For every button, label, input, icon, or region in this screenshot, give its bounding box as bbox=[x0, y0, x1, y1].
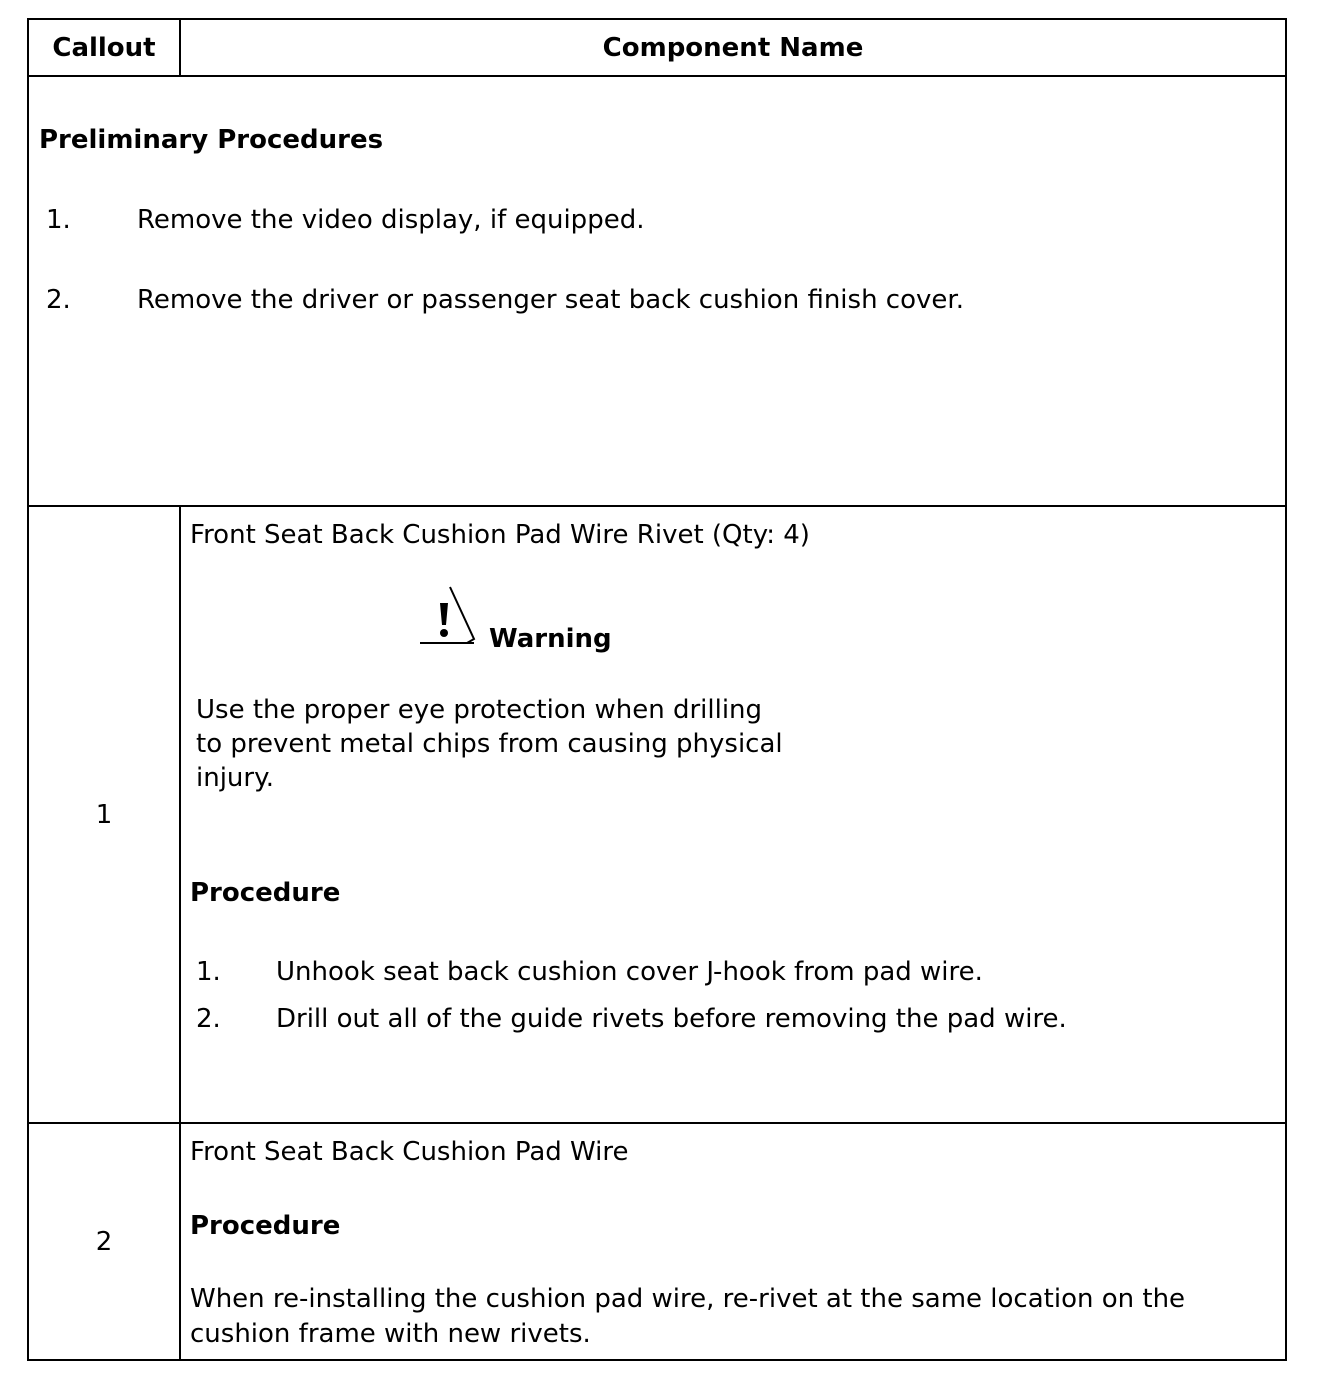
preliminary-row-divider bbox=[29, 505, 1285, 507]
row-1-divider bbox=[29, 1122, 1285, 1124]
preliminary-step-1-number: 1. bbox=[46, 205, 71, 235]
warning-triangle-icon bbox=[420, 585, 476, 647]
row-1-procedure-title: Procedure bbox=[190, 878, 341, 908]
header-component-name: Component Name bbox=[602, 33, 864, 63]
preliminary-step-1-text: Remove the video display, if equipped. bbox=[137, 205, 645, 235]
row-2-note-line-1: When re-installing the cushion pad wire, re-rivet at the same location on the bbox=[190, 1284, 1186, 1314]
preliminary-step-2-number: 2. bbox=[46, 285, 71, 315]
row-1-step-1-text: Unhook seat back cushion cover J-hook from pad wire. bbox=[276, 957, 983, 987]
warning-line-1: Use the proper eye protection when drilling bbox=[196, 695, 763, 725]
row-1-step-2-text: Drill out all of the guide rivets before removing the pad wire. bbox=[276, 1004, 1067, 1034]
row-1-callout: 1 bbox=[95, 800, 113, 830]
header-column-divider bbox=[179, 20, 181, 76]
row-2-component-name: Front Seat Back Cushion Pad Wire bbox=[190, 1137, 629, 1167]
header-callout: Callout bbox=[52, 33, 156, 63]
row-2-procedure-title: Procedure bbox=[190, 1211, 341, 1241]
row-1-component-name: Front Seat Back Cushion Pad Wire Rivet (Qty: 4) bbox=[190, 520, 810, 550]
header-row-divider bbox=[29, 75, 1285, 77]
row-2-column-divider bbox=[179, 1124, 181, 1359]
row-2-callout: 2 bbox=[95, 1227, 113, 1257]
row-2-note-line-2: cushion frame with new rivets. bbox=[190, 1319, 591, 1349]
component-table bbox=[27, 18, 1287, 1361]
warning-line-3: injury. bbox=[196, 763, 275, 793]
preliminary-title: Preliminary Procedures bbox=[39, 125, 384, 155]
preliminary-step-2-text: Remove the driver or passenger seat back cushion finish cover. bbox=[137, 285, 964, 315]
warning-label: Warning bbox=[489, 624, 612, 654]
row-1-column-divider bbox=[179, 507, 181, 1124]
row-1-step-1-number: 1. bbox=[196, 957, 221, 987]
warning-line-2: to prevent metal chips from causing physical bbox=[196, 729, 783, 759]
row-1-step-2-number: 2. bbox=[196, 1004, 221, 1034]
